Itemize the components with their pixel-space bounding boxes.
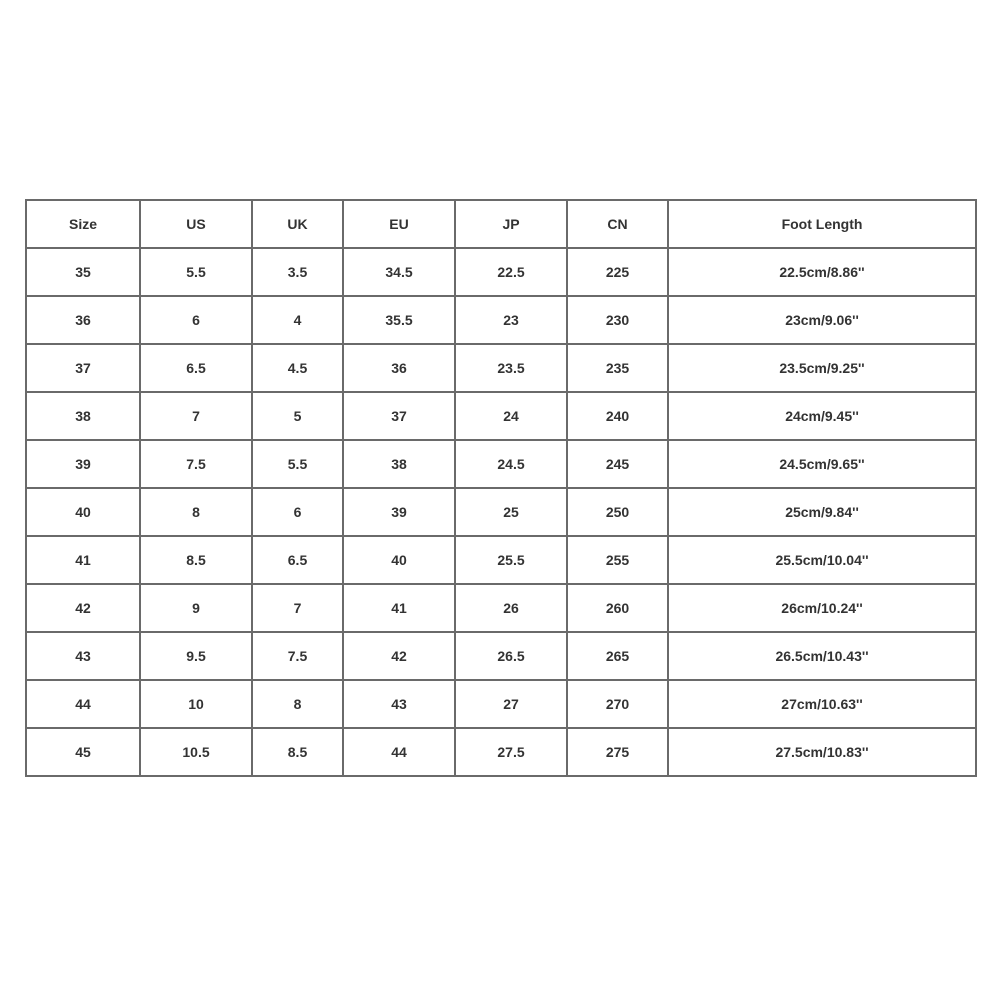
- column-header-foot-length: Foot Length: [668, 200, 976, 248]
- cell-size: 35: [26, 248, 140, 296]
- cell-uk: 4.5: [252, 344, 343, 392]
- cell-size: 40: [26, 488, 140, 536]
- cell-foot-length: 24cm/9.45'': [668, 392, 976, 440]
- cell-uk: 7: [252, 584, 343, 632]
- column-header-eu: EU: [343, 200, 455, 248]
- cell-cn: 230: [567, 296, 668, 344]
- cell-uk: 6.5: [252, 536, 343, 584]
- cell-eu: 39: [343, 488, 455, 536]
- cell-us: 8.5: [140, 536, 252, 584]
- table-body: [26, 248, 976, 776]
- cell-eu: 43: [343, 680, 455, 728]
- cell-foot-length: 25.5cm/10.04'': [668, 536, 976, 584]
- cell-uk: 5.5: [252, 440, 343, 488]
- cell-foot-length: 27cm/10.63'': [668, 680, 976, 728]
- cell-jp: 24.5: [455, 440, 567, 488]
- cell-cn: 260: [567, 584, 668, 632]
- column-header-us: US: [140, 200, 252, 248]
- cell-eu: 41: [343, 584, 455, 632]
- cell-jp: 25: [455, 488, 567, 536]
- cell-size: 39: [26, 440, 140, 488]
- cell-jp: 27.5: [455, 728, 567, 776]
- header-row: [26, 200, 976, 248]
- cell-eu: 37: [343, 392, 455, 440]
- table-row: [26, 248, 976, 296]
- cell-foot-length: 23cm/9.06'': [668, 296, 976, 344]
- cell-us: 10.5: [140, 728, 252, 776]
- cell-eu: 44: [343, 728, 455, 776]
- cell-cn: 265: [567, 632, 668, 680]
- cell-foot-length: 23.5cm/9.25'': [668, 344, 976, 392]
- table-row: [26, 680, 976, 728]
- table-row: [26, 728, 976, 776]
- column-header-cn: CN: [567, 200, 668, 248]
- cell-us: 7.5: [140, 440, 252, 488]
- cell-jp: 23.5: [455, 344, 567, 392]
- cell-uk: 4: [252, 296, 343, 344]
- column-header-uk: UK: [252, 200, 343, 248]
- cell-size: 42: [26, 584, 140, 632]
- table-row: [26, 488, 976, 536]
- cell-uk: 8.5: [252, 728, 343, 776]
- cell-jp: 24: [455, 392, 567, 440]
- table-row: [26, 392, 976, 440]
- cell-cn: 240: [567, 392, 668, 440]
- cell-uk: 6: [252, 488, 343, 536]
- table-header: [26, 200, 976, 248]
- table-row: [26, 296, 976, 344]
- cell-cn: 270: [567, 680, 668, 728]
- cell-size: 37: [26, 344, 140, 392]
- cell-jp: 23: [455, 296, 567, 344]
- cell-cn: 275: [567, 728, 668, 776]
- cell-eu: 38: [343, 440, 455, 488]
- cell-jp: 27: [455, 680, 567, 728]
- cell-us: 7: [140, 392, 252, 440]
- cell-cn: 250: [567, 488, 668, 536]
- cell-eu: 34.5: [343, 248, 455, 296]
- cell-us: 5.5: [140, 248, 252, 296]
- table-row: [26, 536, 976, 584]
- table-row: [26, 440, 976, 488]
- cell-uk: 5: [252, 392, 343, 440]
- cell-jp: 26: [455, 584, 567, 632]
- cell-size: 36: [26, 296, 140, 344]
- cell-foot-length: 26cm/10.24'': [668, 584, 976, 632]
- cell-eu: 42: [343, 632, 455, 680]
- cell-cn: 255: [567, 536, 668, 584]
- cell-cn: 225: [567, 248, 668, 296]
- column-header-jp: JP: [455, 200, 567, 248]
- cell-eu: 40: [343, 536, 455, 584]
- cell-size: 43: [26, 632, 140, 680]
- cell-us: 10: [140, 680, 252, 728]
- cell-uk: 8: [252, 680, 343, 728]
- cell-size: 44: [26, 680, 140, 728]
- cell-us: 6: [140, 296, 252, 344]
- cell-us: 9.5: [140, 632, 252, 680]
- cell-size: 41: [26, 536, 140, 584]
- cell-foot-length: 25cm/9.84'': [668, 488, 976, 536]
- table-row: [26, 584, 976, 632]
- cell-jp: 22.5: [455, 248, 567, 296]
- size-chart-table: [25, 199, 977, 777]
- cell-uk: 7.5: [252, 632, 343, 680]
- cell-eu: 35.5: [343, 296, 455, 344]
- cell-uk: 3.5: [252, 248, 343, 296]
- table-row: [26, 632, 976, 680]
- cell-foot-length: 26.5cm/10.43'': [668, 632, 976, 680]
- cell-foot-length: 24.5cm/9.65'': [668, 440, 976, 488]
- cell-us: 8: [140, 488, 252, 536]
- cell-cn: 235: [567, 344, 668, 392]
- cell-jp: 25.5: [455, 536, 567, 584]
- column-header-size: Size: [26, 200, 140, 248]
- cell-jp: 26.5: [455, 632, 567, 680]
- cell-size: 38: [26, 392, 140, 440]
- cell-size: 45: [26, 728, 140, 776]
- table-row: [26, 344, 976, 392]
- cell-eu: 36: [343, 344, 455, 392]
- cell-cn: 245: [567, 440, 668, 488]
- cell-foot-length: 22.5cm/8.86'': [668, 248, 976, 296]
- cell-us: 6.5: [140, 344, 252, 392]
- cell-us: 9: [140, 584, 252, 632]
- cell-foot-length: 27.5cm/10.83'': [668, 728, 976, 776]
